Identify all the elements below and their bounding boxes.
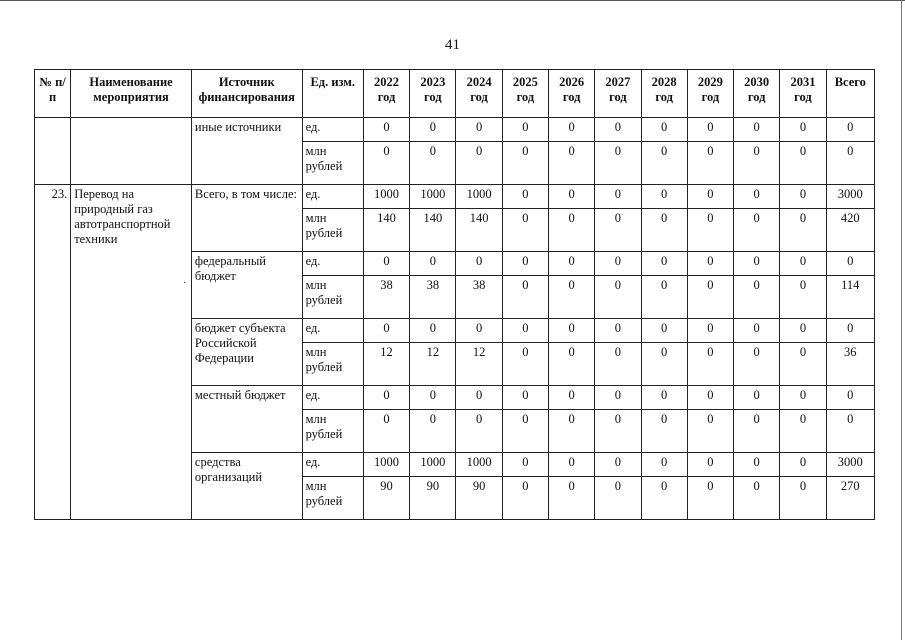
value-cell: 0 [410, 319, 456, 343]
funding-source-cell: иные источники [191, 118, 302, 185]
col-header-source: Источник финансирования [191, 70, 302, 118]
total-cell: 0 [826, 118, 874, 142]
value-cell: 0 [548, 410, 594, 453]
value-cell: 0 [456, 252, 502, 276]
total-cell: 420 [826, 209, 874, 252]
value-cell: 0 [548, 453, 594, 477]
value-cell: 0 [502, 386, 548, 410]
value-cell: 0 [780, 319, 826, 343]
value-cell: 0 [548, 185, 594, 209]
value-cell: 0 [595, 343, 641, 386]
value-cell: 1000 [363, 453, 409, 477]
value-cell: 0 [363, 386, 409, 410]
value-cell: 0 [641, 142, 687, 185]
page-number: 41 [445, 37, 460, 53]
total-cell: 0 [826, 252, 874, 276]
value-cell: 0 [548, 386, 594, 410]
col-header-2030: 2030 год [734, 70, 780, 118]
value-cell: 0 [595, 209, 641, 252]
value-cell: 1000 [410, 453, 456, 477]
value-cell: 0 [595, 386, 641, 410]
value-cell: 0 [641, 276, 687, 319]
value-cell: 140 [363, 209, 409, 252]
value-cell: 0 [548, 118, 594, 142]
unit-cell: ед. [302, 252, 363, 276]
value-cell: 0 [502, 252, 548, 276]
total-cell: 0 [826, 319, 874, 343]
value-cell: 0 [502, 118, 548, 142]
value-cell: 0 [687, 209, 733, 252]
value-cell: 0 [780, 386, 826, 410]
value-cell: 0 [456, 118, 502, 142]
value-cell: 0 [780, 453, 826, 477]
page-right-edge [901, 0, 902, 640]
value-cell: 0 [641, 252, 687, 276]
col-header-2028: 2028 год [641, 70, 687, 118]
funding-source-cell: средства организаций [191, 453, 302, 520]
unit-cell: ед. [302, 185, 363, 209]
col-header-2025: 2025 год [502, 70, 548, 118]
value-cell: 0 [641, 319, 687, 343]
value-cell: 90 [410, 477, 456, 520]
unit-cell: млн рублей [302, 142, 363, 185]
value-cell: 140 [456, 209, 502, 252]
value-cell: 0 [687, 276, 733, 319]
financing-table [34, 69, 875, 520]
value-cell: 0 [502, 185, 548, 209]
total-cell: 36 [826, 343, 874, 386]
col-header-2024: 2024 год [456, 70, 502, 118]
value-cell: 0 [502, 410, 548, 453]
value-cell: 0 [780, 477, 826, 520]
value-cell: 0 [548, 477, 594, 520]
total-cell: 270 [826, 477, 874, 520]
value-cell: 1000 [410, 185, 456, 209]
value-cell: 0 [410, 118, 456, 142]
value-cell: 0 [363, 410, 409, 453]
value-cell: 90 [456, 477, 502, 520]
value-cell: 38 [456, 276, 502, 319]
value-cell: 0 [687, 118, 733, 142]
unit-cell: ед. [302, 453, 363, 477]
value-cell: 0 [502, 477, 548, 520]
col-header-total: Всего [826, 70, 874, 118]
value-cell: 0 [780, 276, 826, 319]
value-cell: 0 [687, 343, 733, 386]
value-cell: 0 [641, 453, 687, 477]
value-cell: 0 [595, 319, 641, 343]
value-cell: 0 [780, 118, 826, 142]
value-cell: 90 [363, 477, 409, 520]
col-header-unit: Ед. изм. [302, 70, 363, 118]
value-cell: 0 [687, 386, 733, 410]
value-cell: 0 [780, 410, 826, 453]
funding-source-cell: Всего, в том числе: [191, 185, 302, 252]
value-cell: 0 [687, 453, 733, 477]
value-cell: 0 [595, 453, 641, 477]
value-cell: 0 [456, 319, 502, 343]
col-header-2022: 2022 год [363, 70, 409, 118]
value-cell: 0 [734, 477, 780, 520]
value-cell: 0 [548, 276, 594, 319]
value-cell: 0 [780, 142, 826, 185]
value-cell: 0 [734, 410, 780, 453]
page-top-edge [0, 0, 905, 1]
value-cell: 0 [734, 343, 780, 386]
value-cell: 0 [502, 343, 548, 386]
total-cell: 3000 [826, 453, 874, 477]
col-header-2027: 2027 год [595, 70, 641, 118]
funding-source-cell: бюджет субъекта Российской Федерации [191, 319, 302, 386]
value-cell: 0 [780, 252, 826, 276]
value-cell: 0 [595, 118, 641, 142]
unit-cell: ед. [302, 386, 363, 410]
value-cell: 0 [641, 118, 687, 142]
value-cell: 0 [363, 118, 409, 142]
value-cell: 0 [595, 276, 641, 319]
value-cell: 0 [548, 343, 594, 386]
value-cell: 12 [456, 343, 502, 386]
value-cell: 0 [780, 343, 826, 386]
value-cell: 0 [734, 453, 780, 477]
value-cell: 0 [456, 410, 502, 453]
header-row [35, 70, 875, 118]
value-cell: 0 [595, 185, 641, 209]
scan-speck: · [183, 278, 187, 289]
col-header-2023: 2023 год [410, 70, 456, 118]
value-cell: 0 [548, 142, 594, 185]
unit-cell: ед. [302, 319, 363, 343]
value-cell: 0 [641, 477, 687, 520]
value-cell: 0 [734, 185, 780, 209]
value-cell: 1000 [456, 453, 502, 477]
value-cell: 140 [410, 209, 456, 252]
value-cell: 0 [687, 185, 733, 209]
value-cell: 0 [456, 142, 502, 185]
value-cell: 0 [734, 142, 780, 185]
value-cell: 0 [780, 209, 826, 252]
unit-cell: ед. [302, 118, 363, 142]
table-row [35, 118, 875, 142]
unit-cell: млн рублей [302, 410, 363, 453]
measure-name-cell [71, 118, 192, 185]
value-cell: 0 [410, 386, 456, 410]
value-cell: 0 [595, 252, 641, 276]
table-row [35, 185, 875, 209]
value-cell: 0 [410, 142, 456, 185]
total-cell: 0 [826, 386, 874, 410]
value-cell: 0 [502, 209, 548, 252]
col-header-number: № п/п [35, 70, 71, 118]
row-number-cell [35, 118, 71, 185]
col-header-2026: 2026 год [548, 70, 594, 118]
funding-source-cell: местный бюджет [191, 386, 302, 453]
value-cell: 0 [734, 118, 780, 142]
value-cell: 0 [595, 410, 641, 453]
col-header-2029: 2029 год [687, 70, 733, 118]
unit-cell: млн рублей [302, 276, 363, 319]
funding-source-cell: федеральный бюджет [191, 252, 302, 319]
value-cell: 0 [363, 142, 409, 185]
value-cell: 0 [687, 252, 733, 276]
value-cell: 0 [734, 276, 780, 319]
value-cell: 0 [641, 209, 687, 252]
value-cell: 0 [687, 477, 733, 520]
unit-cell: млн рублей [302, 209, 363, 252]
value-cell: 0 [502, 142, 548, 185]
row-number-cell: 23. [35, 185, 71, 520]
value-cell: 12 [410, 343, 456, 386]
value-cell: 0 [641, 185, 687, 209]
unit-cell: млн рублей [302, 343, 363, 386]
value-cell: 0 [641, 343, 687, 386]
col-header-2031: 2031 год [780, 70, 826, 118]
value-cell: 0 [734, 386, 780, 410]
total-cell: 3000 [826, 185, 874, 209]
value-cell: 0 [548, 319, 594, 343]
unit-cell: млн рублей [302, 477, 363, 520]
col-header-name: Наименование мероприятия [71, 70, 192, 118]
value-cell: 12 [363, 343, 409, 386]
value-cell: 38 [410, 276, 456, 319]
value-cell: 0 [548, 252, 594, 276]
value-cell: 0 [548, 209, 594, 252]
value-cell: 0 [687, 142, 733, 185]
value-cell: 0 [687, 319, 733, 343]
value-cell: 0 [363, 252, 409, 276]
value-cell: 0 [502, 453, 548, 477]
total-cell: 114 [826, 276, 874, 319]
value-cell: 0 [734, 319, 780, 343]
total-cell: 0 [826, 142, 874, 185]
value-cell: 38 [363, 276, 409, 319]
value-cell: 0 [734, 252, 780, 276]
value-cell: 0 [410, 252, 456, 276]
value-cell: 0 [780, 185, 826, 209]
value-cell: 0 [595, 142, 641, 185]
value-cell: 0 [687, 410, 733, 453]
value-cell: 0 [410, 410, 456, 453]
value-cell: 0 [641, 386, 687, 410]
value-cell: 0 [641, 410, 687, 453]
value-cell: 0 [734, 209, 780, 252]
value-cell: 1000 [456, 185, 502, 209]
value-cell: 0 [595, 477, 641, 520]
value-cell: 0 [502, 319, 548, 343]
value-cell: 1000 [363, 185, 409, 209]
measure-name-cell: Перевод на природный газ автотранспортной техники [71, 185, 192, 520]
value-cell: 0 [363, 319, 409, 343]
total-cell: 0 [826, 410, 874, 453]
value-cell: 0 [456, 386, 502, 410]
value-cell: 0 [502, 276, 548, 319]
